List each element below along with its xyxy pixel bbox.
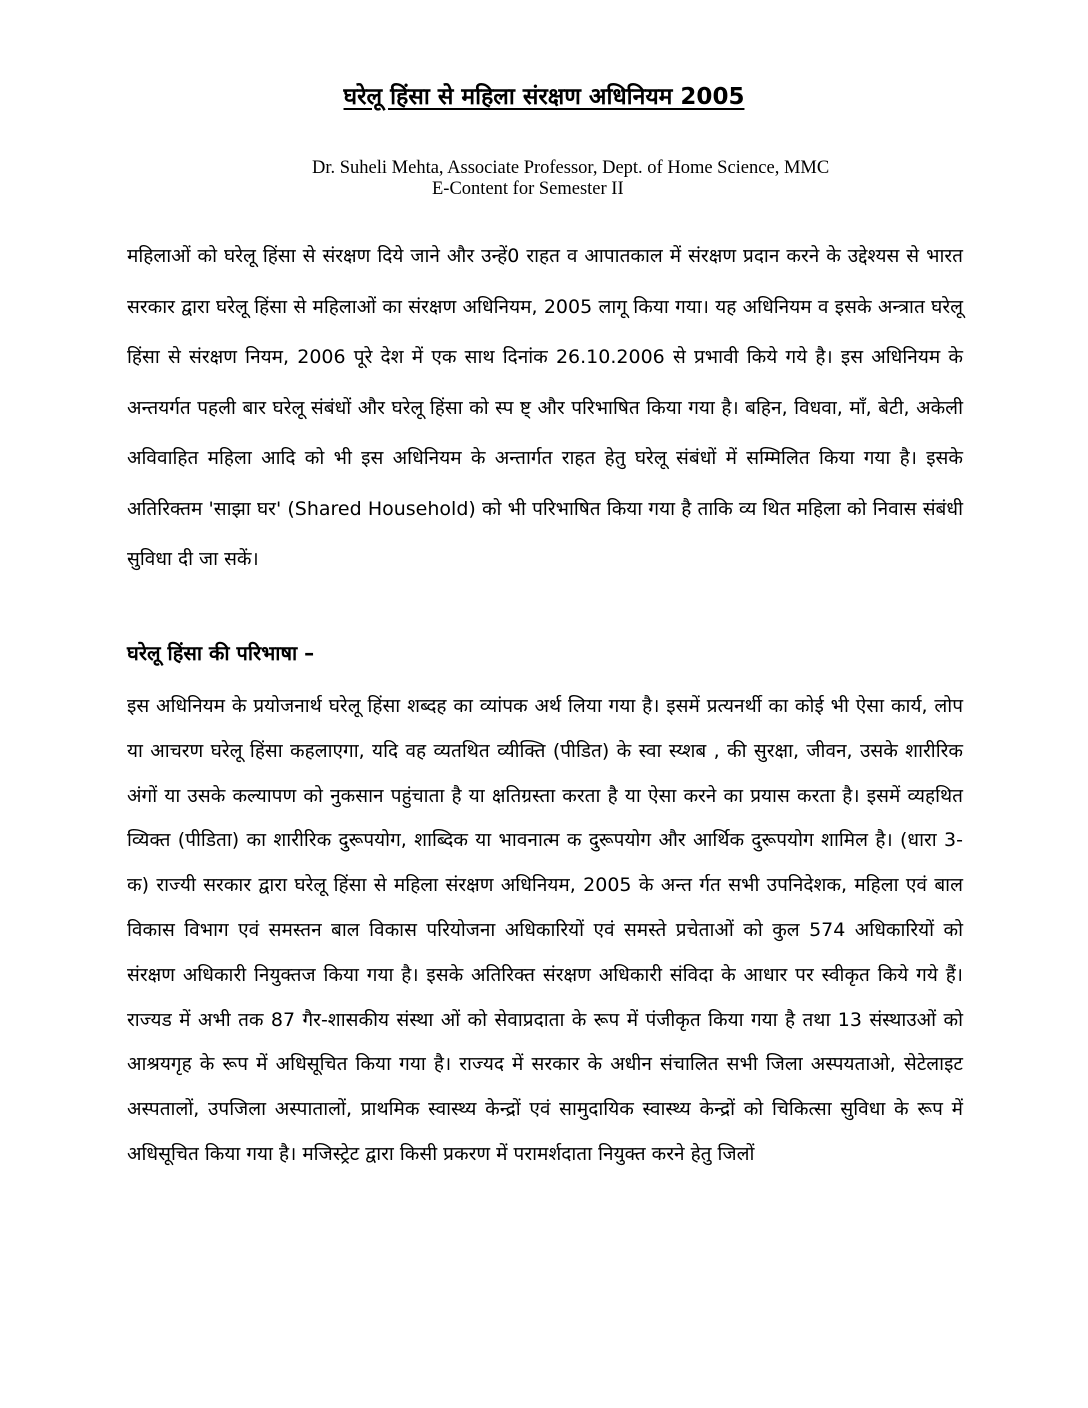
document-title: घरेलू हिंसा से महिला संरक्षण अधिनियम 2005 — [343, 84, 745, 110]
section-heading: घरेलू हिंसा की परिभाषा – — [127, 641, 315, 665]
intro-paragraph: महिलाओं को घरेलू हिंसा से संरक्षण दिये जाने और उन्हें0 राहत व आपातकाल में संरक्षण प्रदान करने के उद्देश्यस से भारत सरकार द्वारा घरेलू हिंसा से महिलाओं का संरक्षण अधिनियम, 2005 लागू किया गया। यह अधिनियम व इसके अन्त्रात घरेलू हिंसा से संरक्षण नियम, 2006 पूरे देश में एक साथ दिनांक 26.10.2006 से प्रभावी किये गये है। इस अधिनियम के अन्तयर्गत पहली बार घरेलू संबंधों और घरेलू हिंसा को स्प ष्ट् और परिभाषित किया गया है। बहिन, विधवा, माँ, बेटी, अकेली अविवाहित महिला आदि को भी इस अधिनियम के अन्तार्गत राहत हेतु घरेलू संबंधों में सम्मिलित किया गया है। इसके अतिरिक्तम 'साझा घर' (Shared Household) को भी परिभाषित किया गया है ताकि व्य थित महिला को निवास संबंधी सुविधा दी जा सकें। — [127, 245, 963, 570]
definition-paragraph: इस अधिनियम के प्रयोजनार्थ घरेलू हिंसा शब्दह का व्यांपक अर्थ लिया गया है। इसमें प्रत्यनर्थी का कोई भी ऐसा कार्य, लोप या आचरण घरेलू हिंसा कहलाएगा, यदि वह व्यतथित व्यीक्ति (पीडित) के स्वा स्य्शब , की सुरक्षा, जीवन, उसके शारीरिक अंगों या उसके कल्यापण को नुकसान पहुंचाता है या क्षतिग्रस्ता करता है या ऐसा करने का प्रयास करता है। इसमें व्यहथित व्यिक्त (पीडिता) का शारीरिक दुरूपयोग, शाब्दिक या भावनात्म क दुरूपयोग और आर्थिक दुरूपयोग शामिल है। (धारा 3-क) राज्यी सरकार द्वारा घरेलू हिंसा से महिला संरक्षण अधिनियम, 2005 के अन्त र्गत सभी उपनिदेशक, महिला एवं बाल विकास विभाग एवं समस्तन बाल विकास परियोजना अधिकारियों एवं समस्ते प्रचेताओं को कुल 574 अधिकारियों को संरक्षण अधिकारी नियुक्तज किया गया है। इसके अतिरिक्त संरक्षण अधिकारी संविदा के आधार पर स्वीकृत किये गये हैं। राज्यड में अभी तक 87 गैर-शासकीय संस्था ओं को सेवाप्रदाता के रूप में पंजीकृत किया गया है तथा 13 संस्थाउओं को आश्रयगृह के रूप में अधिसूचित किया गया है। राज्यद में सरकार के अधीन संचालित सभी जिला अस्पयताओ, सेटेलाइट अस्पतालों, उपजिला अस्पातालों, प्राथमिक स्वास्थ्य केन्द्रों एवं सामुदायिक स्वास्थ्य केन्द्रों को चिकित्सा सुविधा के रूप में अधिसूचित किया गया है। मजिस्ट्रेट द्वारा किसी प्रकरण में परामर्शदाता नियुक्त करने हेतु जिलों — [127, 695, 963, 1165]
subtitle-line: E-Content for Semester II — [432, 179, 624, 199]
author-block — [312, 158, 932, 200]
author-line: Dr. Suheli Mehta, Associate Professor, Dept. of Home Science, MMC — [312, 158, 830, 178]
